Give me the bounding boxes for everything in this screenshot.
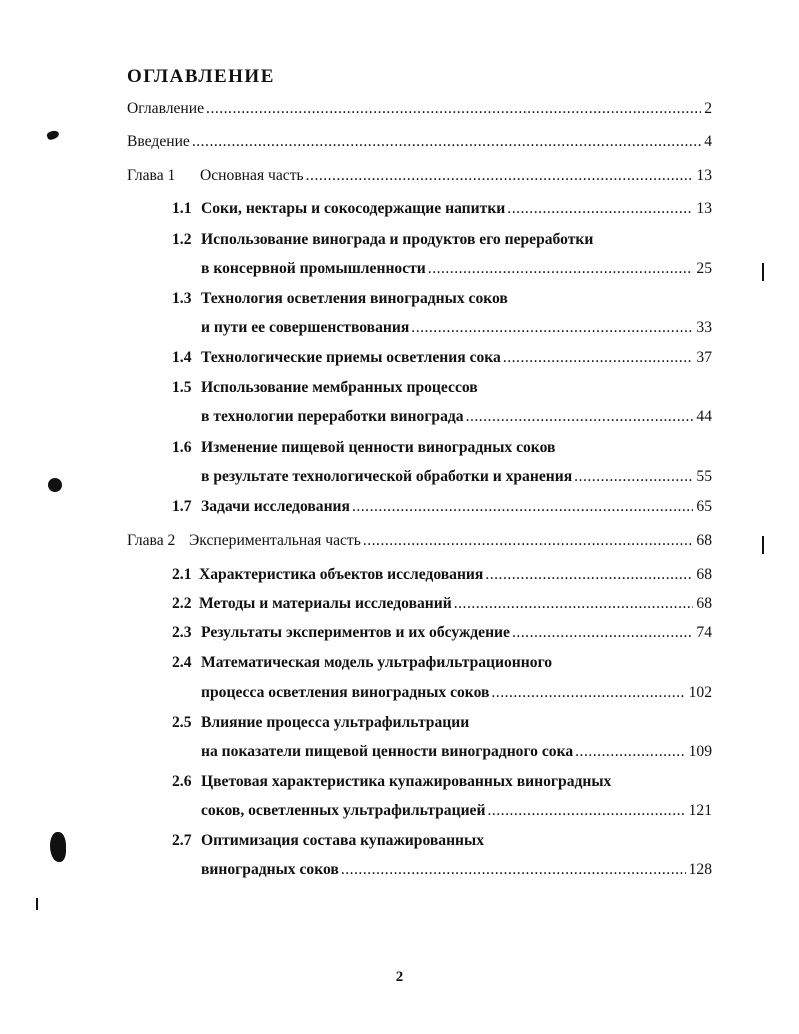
section-number: 1.5 (172, 379, 192, 396)
section-number: 2.7 (172, 832, 192, 849)
toc-entry-title: Соки, нектары и сокосодержащие напитки (201, 200, 506, 217)
section-number: 2.2 (172, 595, 192, 612)
toc-page-number: 2 (704, 100, 712, 117)
toc-entry-2-3[interactable] (172, 622, 712, 644)
toc-page-number: 44 (696, 408, 712, 425)
scan-speck (36, 898, 38, 910)
toc-entry-chapter-1[interactable] (127, 165, 712, 187)
toc-page-number: 33 (696, 319, 712, 336)
toc-page-number: 128 (688, 861, 712, 878)
toc-page-number: 55 (696, 468, 712, 485)
toc-entry-2-6[interactable] (172, 771, 712, 793)
toc-entry-title: Оглавление (127, 100, 205, 117)
section-number: 2.6 (172, 773, 192, 790)
toc-entry-title: Экспериментальная часть (189, 532, 361, 549)
toc-page-number: 102 (688, 684, 712, 701)
toc-entry-title-cont: в результате технологической обработки и хранения (201, 468, 573, 485)
dot-leader (192, 131, 701, 153)
toc-entry-title: Использование мембранных процессов (201, 379, 478, 396)
toc-entry-title-cont: на показатели пищевой ценности виноградного сока (201, 743, 574, 760)
toc-entry-title-cont: процесса осветления виноградных соков (201, 684, 490, 701)
toc-entry-2-7-cont[interactable] (201, 859, 712, 881)
toc-entry-title: Цветовая характеристика купажированных виноградных (201, 773, 612, 790)
toc-entry-1-6[interactable] (172, 437, 712, 459)
toc-entry-title-cont: соков, осветленных ультрафильтрацией (201, 802, 486, 819)
toc-entry-1-2-cont[interactable] (201, 258, 712, 280)
section-number: 1.7 (172, 498, 192, 515)
toc-entry-2-1[interactable] (172, 564, 712, 586)
toc-entry-1-5-cont[interactable] (201, 406, 712, 428)
toc-page-number: 68 (696, 566, 712, 583)
toc-page-number: 13 (696, 200, 712, 217)
scan-speck (762, 536, 764, 554)
dot-leader (512, 622, 693, 644)
dot-leader (306, 165, 694, 187)
toc-entry-title: Изменение пищевой ценности виноградных соков (201, 439, 556, 456)
toc-entry-2-2[interactable] (172, 593, 712, 615)
scan-speck (50, 832, 66, 862)
toc-page-number: 13 (696, 167, 712, 184)
toc-entry-title: Математическая модель ультрафильтрационного (201, 654, 553, 671)
toc-page-number: 65 (696, 498, 712, 515)
toc-entry-introduction[interactable] (127, 131, 712, 153)
section-number: 1.1 (172, 200, 192, 217)
toc-page-number: 4 (704, 133, 712, 150)
toc-entry-title: Технология осветления виноградных соков (201, 290, 508, 307)
toc-entry-title-cont: и пути ее совершенствования (201, 319, 410, 336)
section-number: 2.1 (172, 566, 192, 583)
dot-leader (363, 530, 694, 552)
scan-speck (46, 129, 60, 141)
dot-leader (487, 800, 685, 822)
toc-entry-1-3-cont[interactable] (201, 317, 712, 339)
toc-entry-1-4[interactable] (172, 347, 712, 369)
toc-entry-title: Оптимизация состава купажированных (201, 832, 485, 849)
toc-entry-1-3[interactable] (172, 288, 712, 310)
toc-entry-1-7[interactable] (172, 496, 712, 518)
toc-page-number: 121 (688, 802, 712, 819)
toc-entry-title: Технологические приемы осветления сока (201, 349, 501, 366)
section-number: 1.4 (172, 349, 192, 366)
toc-entry-1-5[interactable] (172, 377, 712, 399)
page-number: 2 (395, 969, 404, 985)
dot-leader (485, 564, 693, 586)
section-number: 1.3 (172, 290, 192, 307)
toc-entry-title-cont: в консервной промышленности (201, 260, 426, 277)
scan-speck (45, 475, 65, 495)
dot-leader (574, 466, 693, 488)
chapter-number: Глава 2 (127, 532, 176, 549)
scan-speck (762, 263, 764, 281)
toc-entry-title-cont: в технологии переработки винограда (201, 408, 464, 425)
toc-entry-contents[interactable] (127, 98, 712, 120)
dot-leader (503, 347, 694, 369)
toc-page-number: 37 (696, 349, 712, 366)
section-number: 2.3 (172, 624, 192, 641)
toc-entry-2-5-cont[interactable] (201, 741, 712, 763)
toc-entry-2-7[interactable] (172, 830, 712, 852)
toc-entry-title: Использование винограда и продуктов его переработки (201, 231, 594, 248)
toc-entry-2-4-cont[interactable] (201, 682, 712, 704)
toc-entry-title-cont: виноградных соков (201, 861, 339, 878)
section-number: 1.6 (172, 439, 192, 456)
section-number: 2.4 (172, 654, 192, 671)
dot-leader (454, 593, 694, 615)
dot-leader (466, 406, 694, 428)
toc-entry-title: Методы и материалы исследований (199, 595, 452, 612)
toc-entry-title: Характеристика объектов исследования (199, 566, 484, 583)
dot-leader (575, 741, 685, 763)
chapter-number: Глава 1 (127, 167, 176, 184)
toc-entry-title: Результаты экспериментов и их обсуждение (201, 624, 510, 641)
dot-leader (507, 198, 693, 220)
toc-page-number: 68 (696, 532, 712, 549)
section-number: 1.2 (172, 231, 192, 248)
toc-entry-1-6-cont[interactable] (201, 466, 712, 488)
toc-entry-2-4[interactable] (172, 652, 712, 674)
dot-leader (491, 682, 685, 704)
toc-entry-chapter-2[interactable] (127, 530, 712, 552)
toc-entry-1-1[interactable] (172, 198, 712, 220)
toc-page-number: 109 (688, 743, 712, 760)
toc-heading: ОГЛАВЛЕНИЕ (127, 66, 275, 87)
toc-entry-title: Влияние процесса ультрафильтрации (201, 714, 470, 731)
dot-leader (341, 859, 686, 881)
dot-leader (411, 317, 693, 339)
toc-page-number: 74 (696, 624, 712, 641)
dot-leader (206, 98, 701, 120)
toc-entry-2-6-cont[interactable] (201, 800, 712, 822)
toc-entry-title: Основная часть (200, 167, 304, 184)
toc-page-number: 25 (696, 260, 712, 277)
dot-leader (428, 258, 694, 280)
dot-leader (352, 496, 693, 518)
toc-entry-title: Введение (127, 133, 190, 150)
toc-entry-title: Задачи исследования (201, 498, 350, 515)
toc-page-number: 68 (696, 595, 712, 612)
toc-entry-1-2[interactable] (172, 229, 712, 251)
section-number: 2.5 (172, 714, 192, 731)
toc-entry-2-5[interactable] (172, 712, 712, 734)
